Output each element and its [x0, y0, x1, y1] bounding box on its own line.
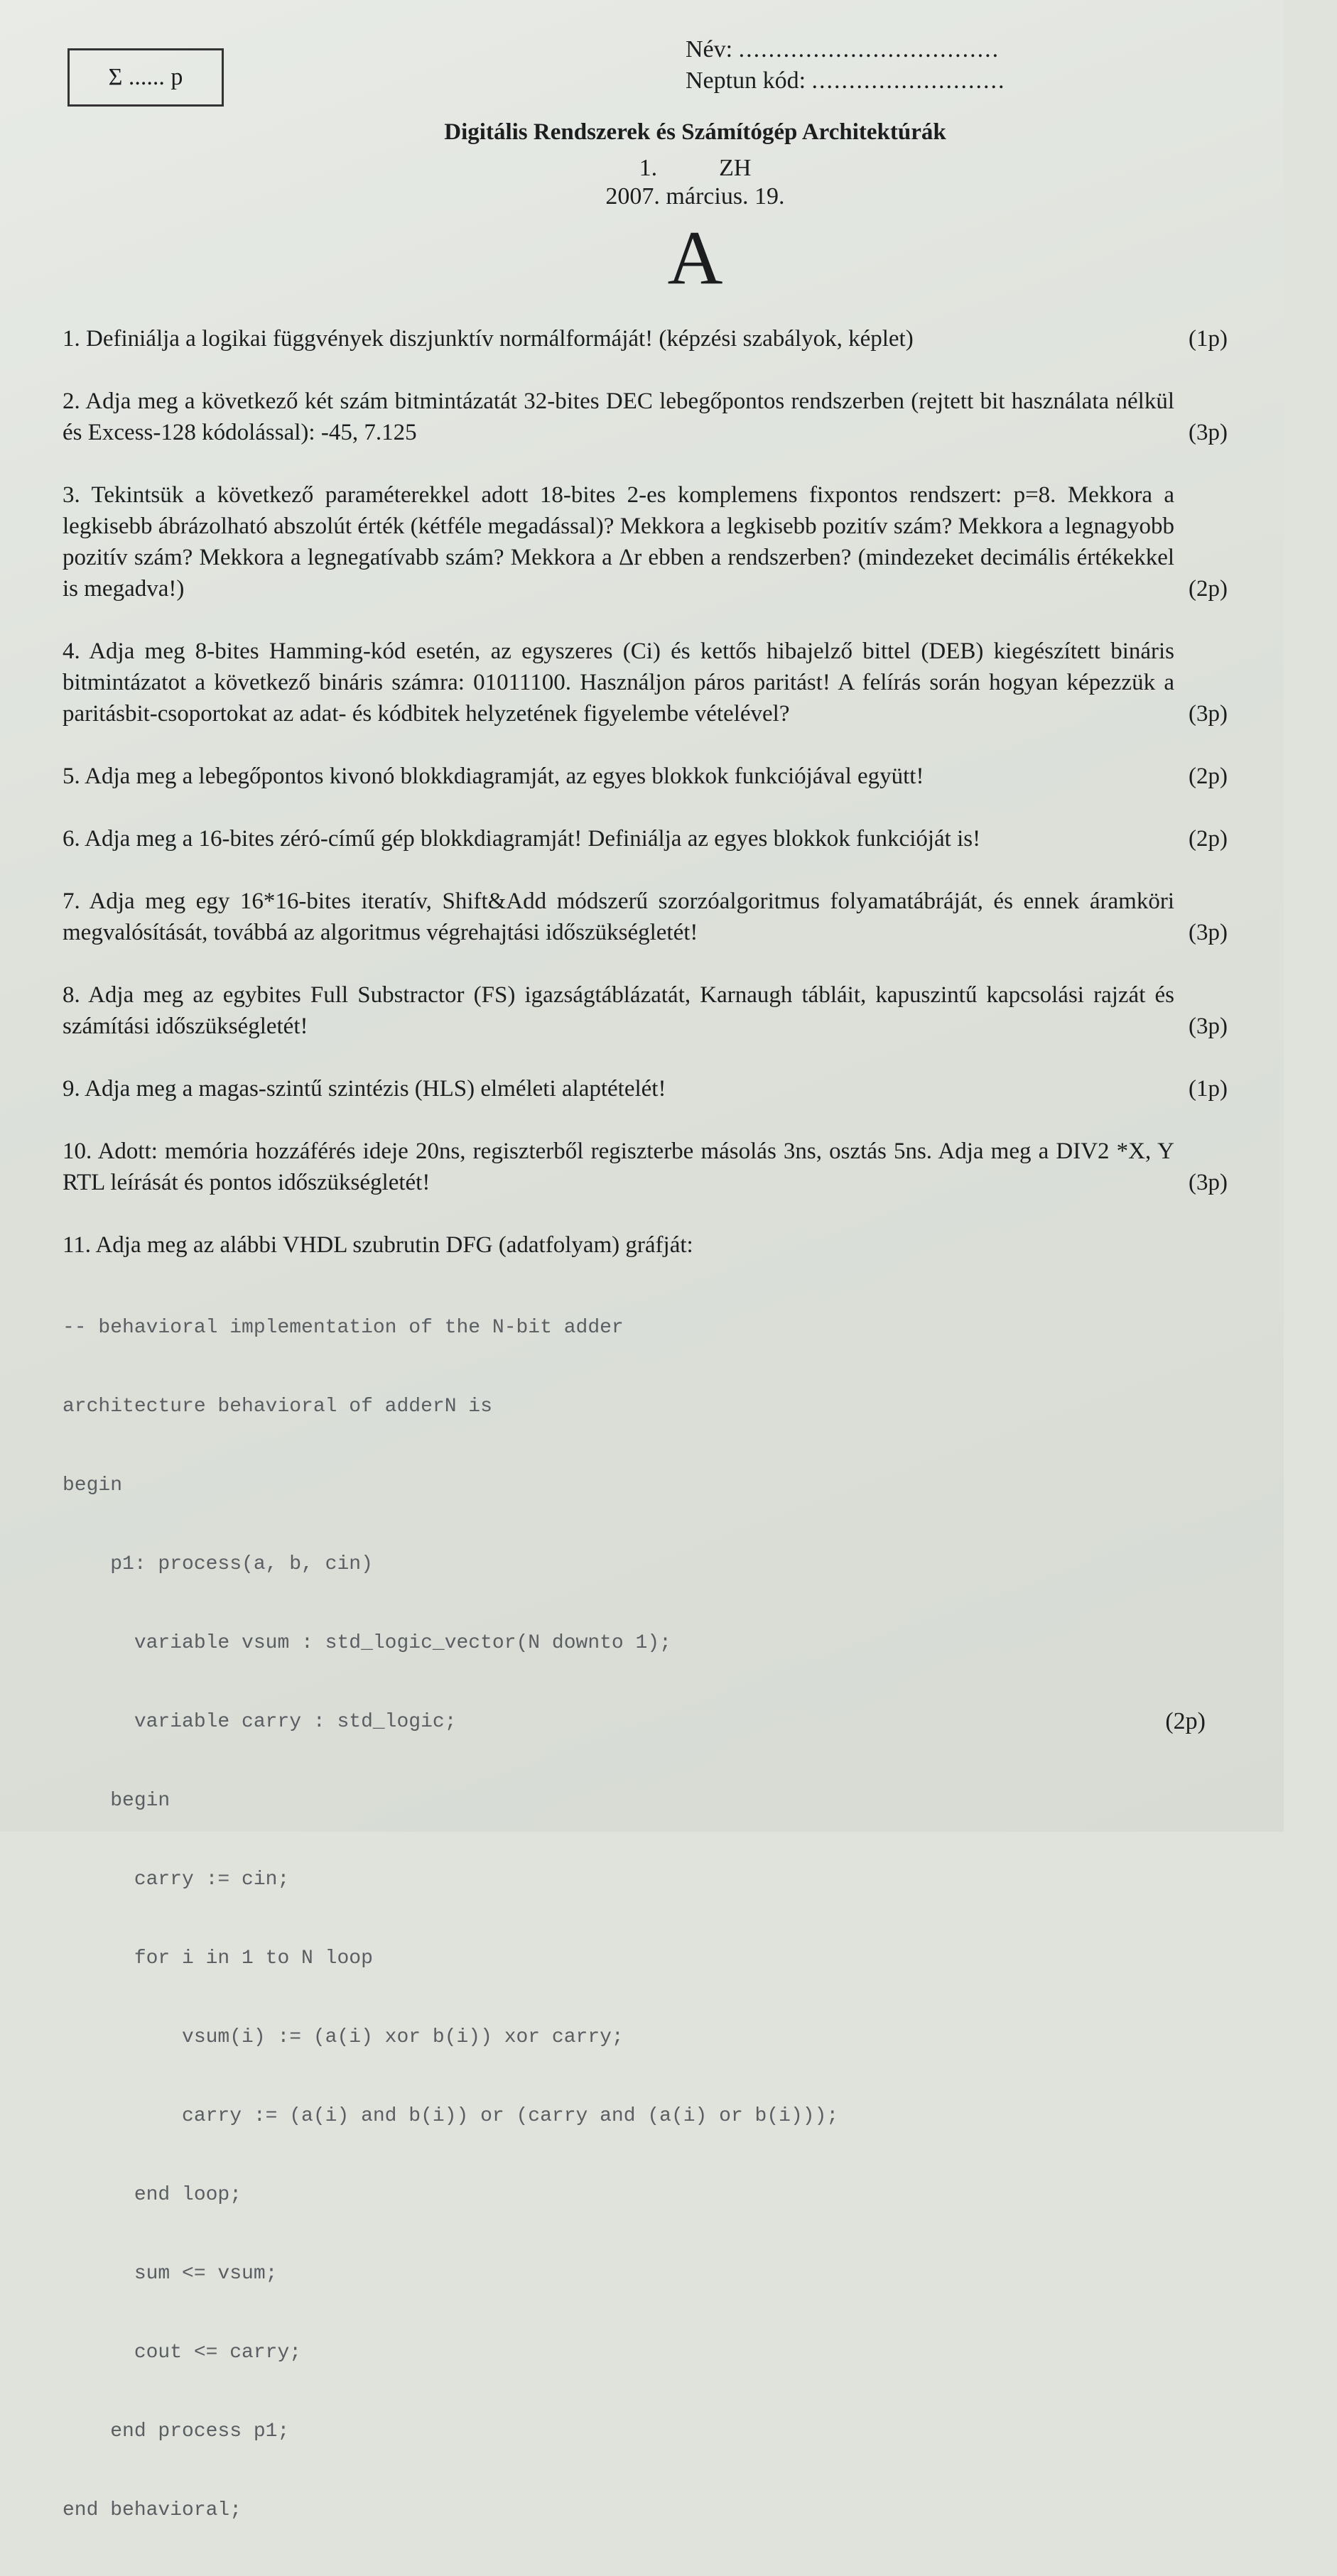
question-text: 1. Definiálja a logikai függvények diszjunktív normálformáját! (képzési szabályok, képlet) [63, 326, 914, 352]
question-points: (1p) [1189, 326, 1228, 352]
exam-type: ZH [719, 155, 752, 181]
exam-number-value: 1. [639, 155, 658, 181]
question-points: (2p) [1189, 826, 1228, 852]
question-2 [63, 386, 1228, 448]
question-text: 4. Adja meg 8-bites Hamming-kód esetén, az egyszeres (Ci) és kettős hibajelző bittel (DEB) kiegészített bináris bitmintázatot a következő bináris számra: 01011100. Használjon páros paritást! A felírás során hogyan képezzük a paritásbit-csoportokat az adat- és kódbitek helyzetének figyelembe vételével? [63, 638, 1175, 727]
score-box: Σ ...... p [67, 48, 224, 107]
question-points: (3p) [1189, 920, 1228, 945]
vhdl-code-block [63, 1262, 1228, 2576]
question-11-points: (2p) [1165, 1708, 1206, 1734]
question-points: (1p) [1189, 1076, 1228, 1102]
code-line: -- behavioral implementation of the N-bit adder [63, 1317, 624, 1339]
name-blank: ................................... [738, 36, 1000, 63]
question-9 [63, 1073, 1228, 1104]
code-line: end behavioral; [63, 2499, 242, 2521]
exam-number [0, 155, 1337, 182]
question-points: (3p) [1189, 420, 1228, 445]
question-text: 3. Tekintsük a következő paraméterekkel adott 18-bites 2-es komplemens fixpontos rendszert: p=8. Mekkora a legkisebb ábrázolható abszolút érték (kétféle megadással)? Mekkora a legkisebb pozitív szám? Mekkora a legnagyobb pozitív szám? Mekkora a legnegatívabb szám? Mekkora a Δr ebben a rendszerben? (mindezeket decimális értékekkel is megadva!) [63, 482, 1175, 602]
exam-date: 2007. március. 19. [605, 183, 785, 210]
code-line: variable vsum : std_logic_vector(N downto 1); [63, 1632, 671, 1654]
neptun-label: Neptun kód: [686, 67, 806, 94]
code-line: carry := cin; [63, 1869, 290, 1891]
code-line: variable carry : std_logic; [63, 1711, 457, 1733]
question-7 [63, 886, 1228, 948]
question-4 [63, 636, 1228, 729]
question-points: (3p) [1189, 701, 1228, 727]
question-text: 6. Adja meg a 16-bites zéró-című gép blokkdiagramját! Definiálja az egyes blokkok funkcióját is! [63, 826, 981, 852]
question-points: (3p) [1189, 1170, 1228, 1195]
question-6 [63, 823, 1228, 854]
code-line: sum <= vsum; [63, 2263, 278, 2285]
name-label: Név: [686, 36, 733, 63]
question-10 [63, 1136, 1228, 1198]
question-points: (2p) [1189, 576, 1228, 602]
code-line: p1: process(a, b, cin) [63, 1553, 373, 1575]
code-line: cout <= carry; [63, 2342, 302, 2364]
neptun-field [686, 65, 1006, 97]
code-line: for i in 1 to N loop [63, 1947, 373, 1969]
question-3 [63, 479, 1228, 604]
question-1 [63, 323, 1228, 354]
question-text: 9. Adja meg a magas-szintű szintézis (HLS) elméleti alaptételét! [63, 1076, 666, 1102]
question-text: 7. Adja meg egy 16*16-bites iteratív, Shift&Add módszerű szorzóalgoritmus folyamatábráját, és ennek áramköri megvalósítását, továbbá az algoritmus végrehajtási időszükségletét! [63, 888, 1175, 945]
neptun-blank: .......................... [811, 67, 1006, 94]
question-text: 11. Adja meg az alábbi VHDL szubrutin DFG (adatfolyam) gráfját: [63, 1232, 693, 1258]
course-title: Digitális Rendszerek és Számítógép Architektúrák [444, 119, 946, 145]
code-line: architecture behavioral of adderN is [63, 1396, 492, 1418]
question-8 [63, 979, 1228, 1042]
question-5 [63, 761, 1228, 792]
code-line: vsum(i) := (a(i) xor b(i)) xor carry; [63, 2026, 624, 2048]
question-text: 8. Adja meg az egybites Full Substractor (FS) igazságtáblázatát, Karnaugh tábláit, kapuszintű kapcsolási rajzát és számítási időszükségletét! [63, 982, 1175, 1039]
question-11 [63, 1229, 1228, 2576]
question-text: 2. Adja meg a következő két szám bitmintázatát 32-bites DEC lebegőpontos rendszerben (rejtett bit használata nélkül és Excess-128 kódolással): -45, 7.125 [63, 388, 1175, 445]
code-line: end process p1; [63, 2420, 290, 2442]
question-points: (3p) [1189, 1013, 1228, 1039]
code-line: end loop; [63, 2184, 242, 2206]
code-line: begin [63, 1790, 170, 1812]
question-text: 10. Adott: memória hozzáférés ideje 20ns, regiszterből regiszterbe másolás 3ns, osztás 5ns. Adja meg a DIV2 *X, Y RTL leírását és pontos időszükségletét! [63, 1138, 1175, 1195]
question-text: 5. Adja meg a lebegőpontos kivonó blokkdiagramját, az egyes blokkok funkciójával együtt! [63, 763, 924, 789]
student-id-fields [686, 34, 1006, 97]
name-field [686, 34, 1006, 65]
code-line: begin [63, 1474, 123, 1496]
question-list [63, 323, 1228, 2576]
code-line: carry := (a(i) and b(i)) or (carry and (a(i) or b(i))); [63, 2105, 839, 2127]
question-points: (2p) [1189, 763, 1228, 789]
exam-variant: A [667, 216, 723, 300]
